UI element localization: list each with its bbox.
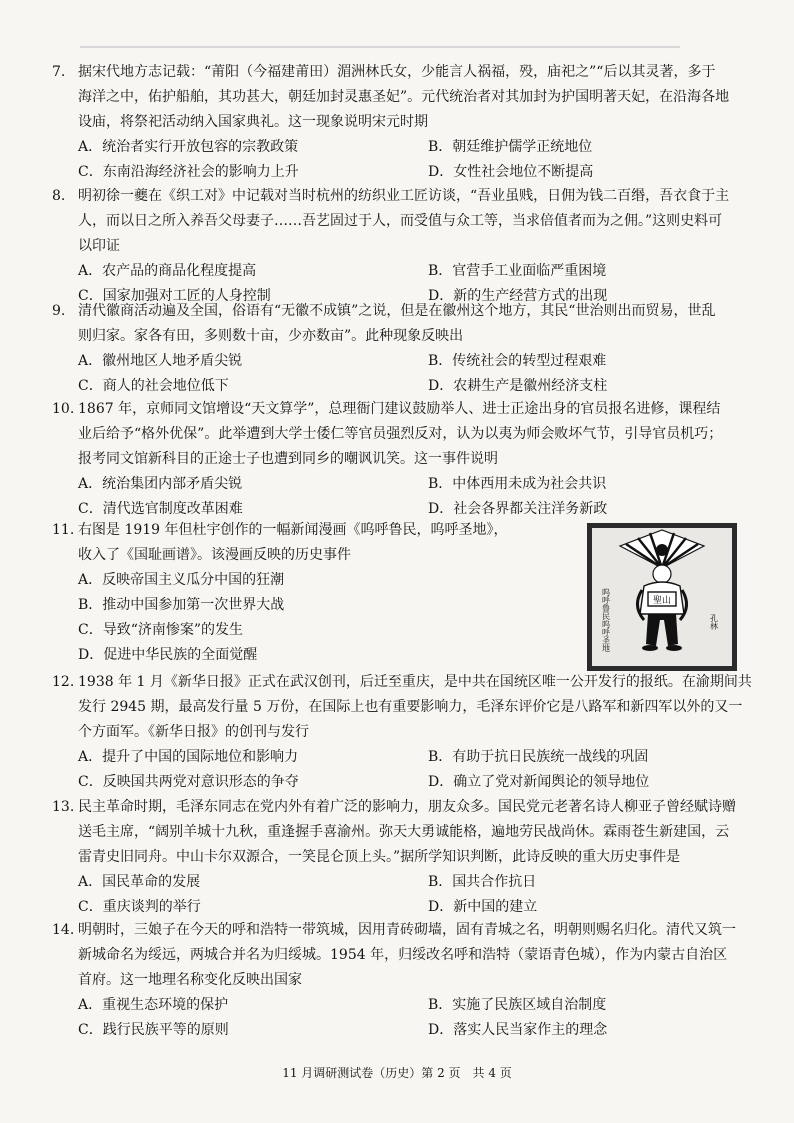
option-d[interactable]: D．新中国的建立 [428, 899, 538, 915]
option-a[interactable]: A．国民革命的发展 [78, 874, 201, 890]
question-11 [52, 518, 592, 668]
option-c[interactable]: C．国家加强对工匠的人身控制 [78, 288, 271, 304]
option-d[interactable]: D．促进中华民族的全面觉醒 [78, 647, 258, 663]
question-13 [52, 795, 752, 920]
option-b[interactable]: B．传统社会的转型过程艰难 [428, 353, 607, 369]
option-b[interactable]: B．有助于抗日民族统一战线的巩固 [428, 749, 649, 765]
question-number: 8. [52, 188, 66, 204]
option-a[interactable]: A．统治者实行开放包容的宗教政策 [78, 139, 299, 155]
option-c[interactable]: C．商人的社会地位低下 [78, 378, 229, 394]
option-a[interactable]: A．反映帝国主义瓜分中国的狂潮 [78, 572, 285, 588]
stem-line: 民主革命时期，毛泽东同志在党内外有着广泛的影响力，朋友众多。国民党元老著名诗人柳亚子曾经赋诗赠 [78, 799, 736, 815]
question-number: 13. [52, 799, 75, 815]
option-d[interactable]: D．女性社会地位不断提高 [428, 164, 594, 180]
question-number: 10. [52, 401, 75, 417]
option-a[interactable]: A．徽州地区人地矛盾尖锐 [78, 353, 243, 369]
question-number: 9. [52, 303, 66, 319]
question-stem [52, 518, 592, 543]
cartoon-image [587, 523, 737, 671]
question-number: 7. [52, 64, 66, 80]
stem-line: 首府。这一地理名称变化反映出国家 [78, 972, 302, 988]
option-b[interactable]: B．朝廷维护儒学正统地位 [428, 139, 593, 155]
stem-line: 新城命名为绥远，两城合并名为归绥城。1954 年，归绥改名呼和浩特（蒙语青色城），作为内蒙古自治区 [78, 947, 728, 963]
question-stem [52, 918, 752, 943]
option-d[interactable]: D．新的生产经营方式的出现 [428, 288, 608, 304]
question-stem [52, 184, 752, 209]
option-d[interactable]: D．社会各界都关注洋务新政 [428, 501, 608, 517]
cartoon-caption-left: 呜呼鲁民呜呼圣地 [601, 588, 611, 652]
question-stem [52, 299, 752, 324]
stem-line: 则归家。家各有田，多则数十亩，少亦数亩”。此种现象反映出 [78, 328, 464, 344]
question-number: 12. [52, 674, 75, 690]
option-d[interactable]: D．落实人民当家作主的理念 [428, 1022, 608, 1038]
option-b[interactable]: B．官营手工业面临严重困境 [428, 263, 607, 279]
stem-line: 右图是 1919 年但杜宇创作的一幅新闻漫画《呜呼鲁民，呜呼圣地》， [78, 522, 508, 538]
option-c[interactable]: C．导致“济南惨案”的发生 [78, 622, 244, 638]
hat-label: 聖山 [652, 596, 672, 606]
stem-line: 明初徐一夔在《织工对》中记载对当时杭州的纺织业工匠访谈，“吾业虽贱，日佣为钱二百缗，吾衣食于主 [78, 188, 730, 204]
stem-line: 海洋之中，佑护船舶，其功甚大，朝廷加封灵惠圣妃”。元代统治者对其加封为护国明著天妃，在沿海各地 [78, 89, 730, 105]
question-number: 14. [52, 922, 75, 938]
option-b[interactable]: B．实施了民族区域自治制度 [428, 997, 607, 1013]
cartoon-caption-right: 孔林 [709, 614, 719, 630]
scan-edge-line [80, 46, 680, 48]
question-8 [52, 184, 752, 309]
option-a[interactable]: A．重视生态环境的保护 [78, 997, 229, 1013]
question-stem [52, 795, 752, 820]
question-stem [52, 397, 752, 422]
question-9 [52, 299, 752, 399]
option-c[interactable]: C．清代选官制度改革困难 [78, 501, 243, 517]
stem-line: 收入了《国耻画谱》。该漫画反映的历史事件 [78, 547, 351, 563]
question-14 [52, 918, 752, 1043]
page-footer: 11 月调研测试卷（历史）第 2 页 共 4 页 [282, 1066, 512, 1080]
stem-line: 报考同文馆新科目的正途士子也遭到同乡的嘲讽讥笑。这一事件说明 [78, 451, 498, 467]
stem-line: 据宋代地方志记载：“莆阳（今福建莆田）湄洲林氏女，少能言人祸福，殁，庙祀之”“后以其灵著，多于 [78, 64, 716, 80]
stem-line: 发行 2945 期，最高发行量 5 万份，在国际上也有重要影响力，毛泽东评价它是八路军和新四军以外的又一 [78, 699, 743, 715]
stem-line: 人，而以日之所入养吾父母妻子……吾艺固过于人，而受值与众工等，当求倍值者而为之佣。”这则史料可 [78, 213, 723, 229]
option-a[interactable]: A．提升了中国的国际地位和影响力 [78, 749, 299, 765]
question-10 [52, 397, 752, 522]
question-12 [52, 670, 752, 795]
option-d[interactable]: D．确立了党对新闻舆论的领导地位 [428, 774, 650, 790]
question-stem [52, 60, 752, 85]
option-b[interactable]: B．国共合作抗日 [428, 874, 537, 890]
cartoon-drawing [592, 528, 732, 666]
stem-line: 明朝时，三娘子在今天的呼和浩特一带筑城，因用青砖砌墙，固有青城之名，明朝则赐名归化。清代又筑一 [78, 922, 736, 938]
stem-line: 以印证 [78, 238, 120, 254]
stem-line: 业后给予“格外优保”。此举遭到大学士倭仁等官员强烈反对，认为以夷为师会败坏气节，引导官员机巧； [78, 426, 723, 442]
option-c[interactable]: C．东南沿海经济社会的影响力上升 [78, 164, 299, 180]
option-c[interactable]: C．重庆谈判的举行 [78, 899, 201, 915]
question-7 [52, 60, 752, 185]
option-d[interactable]: D．农耕生产是徽州经济支柱 [428, 378, 608, 394]
stem-line: 个方面军。《新华日报》的创刊与发行 [78, 724, 309, 740]
stem-line: 雷青史旧同舟。中山卡尔双源合，一笑昆仑顶上头。”据所学知识判断，此诗反映的重大历史事件是 [78, 849, 681, 865]
option-b[interactable]: B．中体西用未成为社会共识 [428, 476, 607, 492]
option-c[interactable]: C．反映国共两党对意识形态的争夺 [78, 774, 299, 790]
option-a[interactable]: A．农产品的商品化程度提高 [78, 263, 257, 279]
stem-line: 清代徽商活动遍及全国，俗语有“无徽不成镇”之说，但是在徽州这个地方，其民“世治则出而贸易，世乱 [78, 303, 716, 319]
stem-line: 1867 年，京师同文馆增设“天文算学”，总理衙门建议鼓励举人、进士正途出身的官员报名进修，课程结 [78, 401, 721, 417]
question-number: 11. [52, 522, 75, 538]
option-b[interactable]: B．推动中国参加第一次世界大战 [78, 597, 285, 613]
option-a[interactable]: A．统治集团内部矛盾尖锐 [78, 476, 243, 492]
stem-line: 设庙，将祭祀活动纳入国家典礼。这一现象说明宋元时期 [78, 114, 428, 130]
option-c[interactable]: C．践行民族平等的原则 [78, 1022, 229, 1038]
stem-line: 送毛主席，“阔别羊城十九秋，重逢握手喜渝州。弥天大勇诚能格，遍地劳民战尚休。霖雨苍生新建国，云 [78, 824, 730, 840]
stem-line: 1938 年 1 月《新华日报》正式在武汉创刊，后迁至重庆，是中共在国统区唯一公开发行的报纸。在渝期间共 [78, 674, 752, 690]
question-stem [52, 670, 752, 695]
